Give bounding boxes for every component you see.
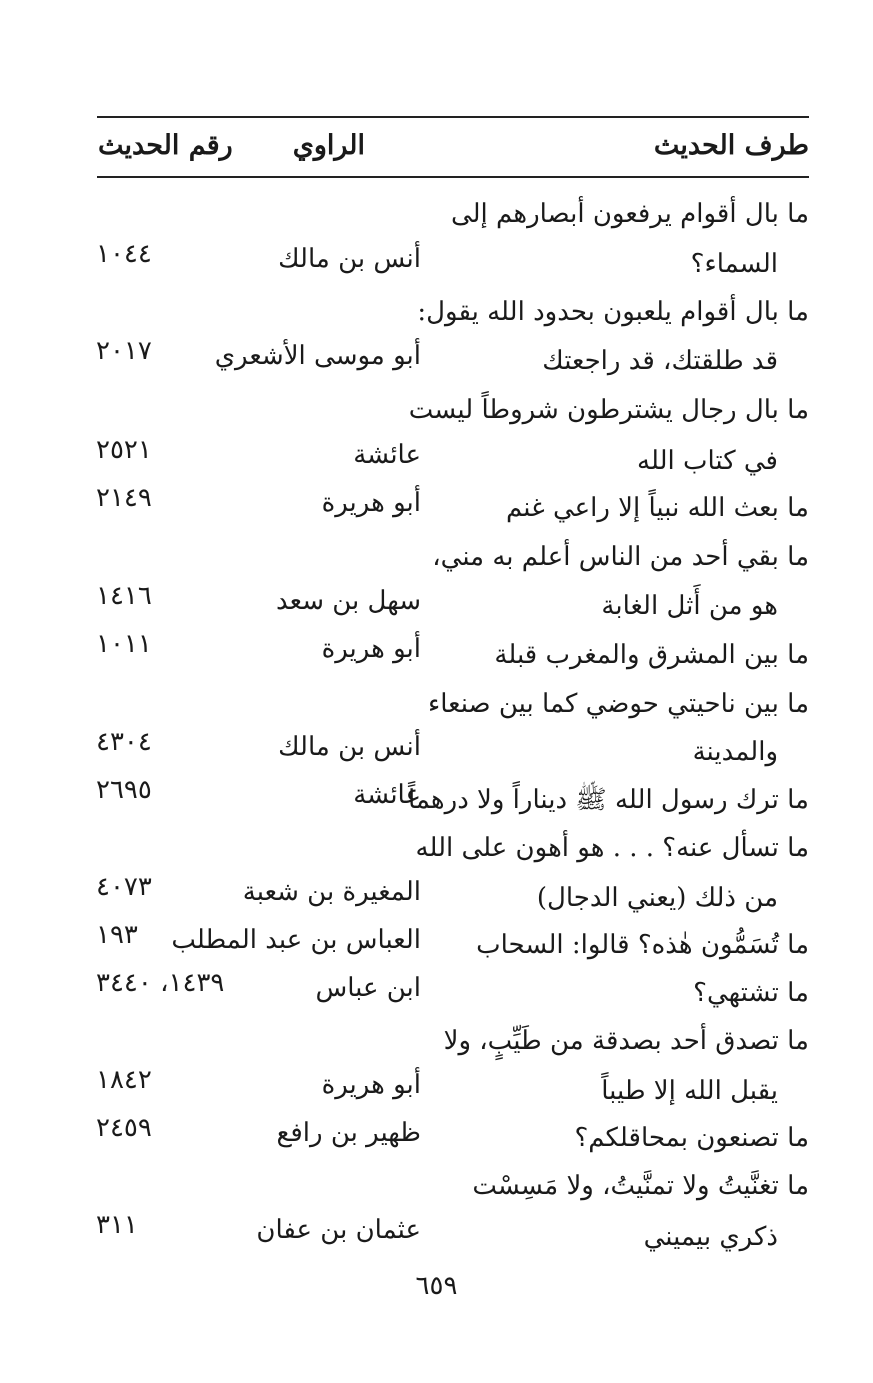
hadith-text-line: هو من أَثل الغابة: [601, 591, 778, 621]
hadith-number: ٢٦٩٥: [96, 775, 152, 805]
narrator-name: العباس بن عبد المطلب: [171, 925, 421, 955]
narrator-name: أبو هريرة: [321, 488, 421, 518]
hadith-number: ١٠١١: [96, 629, 152, 659]
narrator-name: سهل بن سعد: [276, 586, 421, 616]
header-hadith-column: طرف الحديث: [653, 130, 809, 161]
hadith-number: ١٤١٦: [96, 581, 152, 611]
narrator-name: ظهير بن رافع: [276, 1118, 421, 1148]
hadith-text-line: يقبل الله إلا طيباً: [601, 1076, 778, 1106]
narrator-name: أنس بن مالك: [278, 244, 421, 274]
narrator-name: عثمان بن عفان: [256, 1215, 421, 1245]
hadith-number: ٤٣٠٤: [96, 727, 152, 757]
narrator-name: ابن عباس: [315, 973, 421, 1003]
hadith-text-line: ما ترك رسول الله ﷺ ديناراً ولا درهماً: [407, 785, 809, 815]
hadith-number: ١٩٣: [96, 920, 138, 950]
narrator-name: أبو موسى الأشعري: [214, 341, 421, 371]
hadith-text-line: ما تغنَّيتُ ولا تمنَّيتُ، ولا مَسِسْت: [472, 1171, 809, 1201]
hadith-number: ٤٠٧٣: [96, 872, 152, 902]
hadith-number: ٢٠١٧: [96, 336, 152, 366]
hadith-number: ٢٥٢١: [96, 435, 152, 465]
narrator-name: عائشة: [353, 440, 421, 470]
hadith-number: ١٠٤٤: [96, 239, 152, 269]
hadith-text-line: ما تصدق أحد بصدقة من طَيِّبٍ، ولا: [443, 1026, 809, 1056]
hadith-text-line: ما تشتهي؟: [693, 978, 809, 1008]
hadith-text-line: قد طلقتك، قد راجعتك: [542, 346, 778, 376]
hadith-text-line: ما تسأل عنه؟ . . . هو أهون على الله: [415, 833, 809, 863]
narrator-name: أنس بن مالك: [278, 732, 421, 762]
page-number: ٦٥٩: [415, 1271, 458, 1301]
hadith-text-line: ما بعث الله نبياً إلا راعي غنم: [505, 493, 809, 523]
hadith-number: ٣١١: [96, 1210, 138, 1240]
hadith-text-line: ما بين ناحيتي حوضي كما بين صنعاء: [428, 689, 809, 719]
narrator-name: عائشة: [353, 780, 421, 810]
hadith-text-line: من ذلك (يعني الدجال): [536, 883, 778, 913]
hadith-number: ٢١٤٩: [96, 483, 152, 513]
header-number-column: رقم الحديث: [98, 130, 233, 161]
hadith-text-line: ما بقي أحد من الناس أعلم به مني،: [432, 542, 809, 572]
hadith-number: ١٤٣٩، ٣٤٤٠: [96, 968, 225, 998]
hadith-text-line: ما تُسَمُّون هٰذه؟ قالوا: السحاب: [476, 930, 809, 960]
hadith-text-line: ما تصنعون بمحاقلكم؟: [574, 1123, 809, 1153]
header-narrator-column: الراوي: [292, 130, 365, 161]
hadith-text-line: والمدينة: [692, 737, 778, 767]
hadith-text-line: ما بال أقوام يلعبون بحدود الله يقول:: [417, 297, 809, 327]
hadith-number: ١٨٤٢: [96, 1065, 152, 1095]
narrator-name: أبو هريرة: [321, 634, 421, 664]
hadith-text-line: ما بال رجال يشترطون شروطاً ليست: [408, 395, 809, 425]
hadith-number: ٢٤٥٩: [96, 1113, 152, 1143]
narrator-name: أبو هريرة: [321, 1070, 421, 1100]
hadith-text-line: السماء؟: [690, 249, 778, 279]
hadith-text-line: في كتاب الله: [637, 446, 778, 476]
narrator-name: المغيرة بن شعبة: [242, 877, 421, 907]
hadith-text-line: ما بين المشرق والمغرب قبلة: [494, 640, 809, 670]
hadith-text-line: ذكري بيميني: [643, 1222, 778, 1252]
hadith-text-line: ما بال أقوام يرفعون أبصارهم إلى: [450, 199, 809, 229]
